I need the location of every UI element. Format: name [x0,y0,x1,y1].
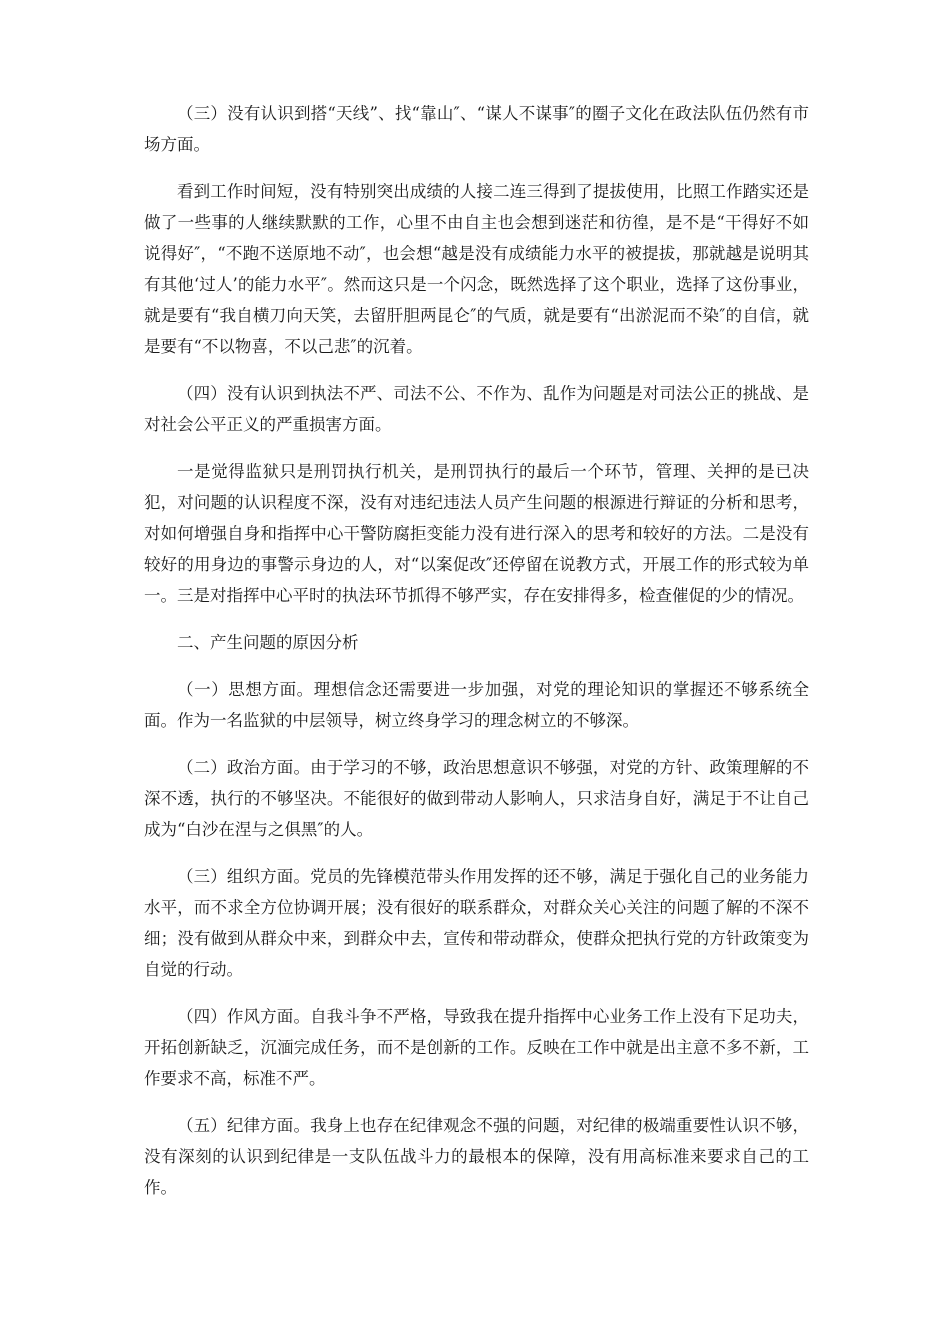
paragraph-ideology: （一）思想方面。理想信念还需要进一步加强，对党的理论知识的掌握还不够系统全面。作为一名监狱的中层领导，树立终身学习的理念树立的不够深。 [144,680,809,730]
paragraph-politics: （二）政治方面。由于学习的不够，政治思想意识不够强，对党的方针、政策理解的不深不透，执行的不够坚决。不能很好的做到带动人影响人，只求洁身自好，满足于不让自己成为“白沙在涅与之俱黑″的人。 [144,758,809,839]
section-heading-cause-analysis: 二、产生问题的原因分析 [177,633,359,652]
paragraph-discipline: （五）纪律方面。我身上也存在纪律观念不强的问题，对纪律的极端重要性认识不够，没有深刻的认识到纪律是一支队伍战斗力的最根本的保障，没有用高标准来要求自己的工作。 [144,1116,809,1197]
paragraph-section-four-law-enforcement: （四）没有认识到执法不严、司法不公、不作为、乱作为问题是对司法公正的挑战、是对社会公平正义的严重损害方面。 [144,384,809,434]
paragraph-work-style: （四）作风方面。自我斗争不严格，导致我在提升指挥中心业务工作上没有下足功夫，开拓创新缺乏，沉湎完成任务，而不是创新的工作。反映在工作中就是出主意不多不新，工作要求不高，标准不严。 [144,1007,809,1088]
paragraph-body-2: 一是觉得监狱只是刑罚执行机关，是刑罚执行的最后一个环节，管理、关押的是已决犯，对问题的认识程度不深，没有对违纪违法人员产生问题的根源进行辩证的分析和思考，对如何增强自身和指挥中心干警防腐拒变能力没有进行深入的思考和较好的方法。二是没有较好的用身边的事警示身边的人，对“以案促改″还停留在说教方式，开展工作的形式较为单一。三是对指挥中心平时的执法环节抓得不够严实，存在安排得多，检查催促的少的情况。 [144,462,809,605]
paragraph-section-three-circle-culture: （三）没有认识到搭“天线”、找“靠山″、“谋人不谋事″的圈子文化在政法队伍仍然有市场方面。 [144,104,809,154]
paragraph-organization: （三）组织方面。党员的先锋模范带头作用发挥的还不够，满足于强化自己的业务能力水平，而不求全方位协调开展；没有很好的联系群众，对群众关心关注的问题了解的不深不细；没有做到从群众中来，到群众中去，宣传和带动群众，使群众把执行党的方针政策变为自觉的行动。 [144,867,809,979]
document-page [144,98,809,1219]
paragraph-body-1: 看到工作时间短，没有特别突出成绩的人接二连三得到了提拔使用，比照工作踏实还是做了一些事的人继续默默的工作，心里不由自主也会想到迷茫和彷徨，是不是“干得好不如说得好″，“不跑不送原地不动″，也会想“越是没有成绩能力水平的被提拔，那就越是说明其有其他‘过人’的能力水平″。然而这只是一个闪念，既然选择了这个职业，选择了这份事业，就是要有“我自横刀向天笑，去留肝胆两昆仑″的气质，就是要有“出淤泥而不染″的自信，就是要有“不以物喜，不以己悲″的沉着。 [144,182,809,356]
